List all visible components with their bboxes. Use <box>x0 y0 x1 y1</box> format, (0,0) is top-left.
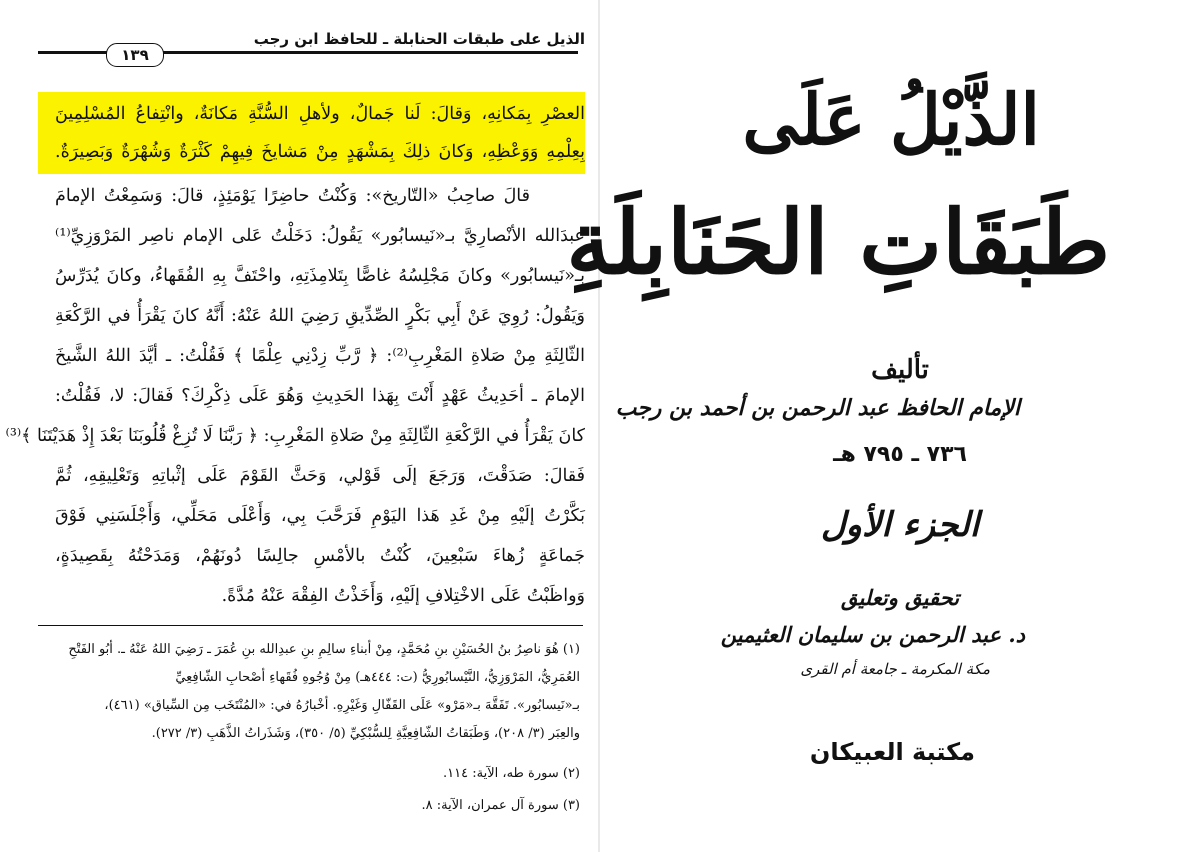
author-dates: ٧٣٦ ـ ٧٩٥ هـ <box>833 442 967 467</box>
body-line: الإمامَ ـ أحَدِيثُ عَهْدٍ أَنْتَ بِهَذا الحَدِيثِ وَهُوَ عَلَى ذِكْرِكَ؟ فَقالَ: لا، فَقُلْتُ: <box>55 386 585 406</box>
author-name: الإمام الحافظ عبد الرحمن بن أحمد بن رجب <box>615 395 1020 421</box>
body-line: عبدَالله الأنْصارِيَّ بـ«نَيسابُور» يَقُولُ: دَخَلْتُ عَلى الإمام ناصِر المَرْوَزِيِّ⁽¹⁾ <box>55 226 585 246</box>
editor-affiliation: مكة المكرمة ـ جامعة أم القرى <box>800 660 990 678</box>
authorship-label: تأليف <box>871 355 929 385</box>
body-line: بِعِلْمِهِ وَوَعْظِهِ، وَكانَ ذلِكَ بِمَشْهَدٍ مِنْ مَشايخَ فِيهِمْ كَثْرَةٌ وَشُهْرَةٌ وَبَصِيرَةٌ. <box>55 142 585 162</box>
body-line: وَيَقُولُ: رُوِيَ عَنْ أَبِي بَكْرٍ الصِّدِّيقِ رَضِيَ اللهُ عَنْهُ: أَنَّهُ كانَ يَقْرَأُ في الرَّكْعَةِ <box>55 306 585 326</box>
body-line: كانَ يَقْرَأُ في الرَّكْعَةِ الثّالِثَةِ مِنْ صَلاةِ المَغْرِبِ: ﴿ رَبَّنَا لَا تُزِغْ قُلُوبَنَا بَعْدَ إِذْ هَدَيْتَنَا ﴾⁽³⁾ <box>5 426 585 446</box>
body-line: بـ«نَيسابُور» وكانَ مَجْلِسُهُ غاصًّا بِتَلامِذَتِهِ، واحْتَفَّ بِهِ الفُقَهاءُ، وكانَ يُدَرِّسُ <box>55 266 585 286</box>
volume-label: الجزء الأول <box>820 505 980 545</box>
footnote-line: (٢) سورة طه، الآية: ١١٤. <box>443 766 580 781</box>
footnote-line: (١) هُوَ ناصِرُ بنُ الحُسَيْنِ بنِ مُحَمَّدٍ، مِنْ أبناءِ سالِمِ بنِ عبدِالله بنِ عُمَرَ ـ رَضِيَ اللهُ عَنْهُ ـ. أبُو الفَتْحِ <box>68 642 580 657</box>
running-header-title: الذيل على طبقات الحنابلة ـ للحافظ ابن رجب <box>253 30 585 48</box>
footnote-line: والعِبَر (٣/ ٢٠٨)، وَطَبَقاتُ الشّافِعِيَّةِ لِلسُّبْكِيِّ (٥/ ٣٥٠)، وَشَذَراتُ الذَّهَبِ (٣/ ٢٧٢). <box>151 726 580 741</box>
editor-name: د. عبد الرحمن بن سليمان العثيمين <box>720 622 1025 647</box>
body-line: العصْرِ بِمَكانِهِ، وَقالَ: لَنا جَمالٌ، ولأهلِ السُّنَّةِ مَكانَةٌ، وانْتِفاعُ المُسْلِمِينَ <box>55 104 585 124</box>
body-line: الثّالِثَةِ مِنْ صَلاةِ المَغْرِبِ⁽²⁾: ﴿ رَّبِّ زِدْنِي عِلْمًا ﴾ فَقُلْتُ: ـ أيَّدَ اللهُ الشَّيخَ <box>55 346 586 366</box>
footnote-line: بـ«نَيسابُور». تَفَقَّهَ بـ«مَرْو» عَلَى القَفّالِ وَغَيْرِهِ. أخْبارُهُ في: «المُنْتَخَب مِن السِّياق» (٤٦١)، <box>104 698 580 713</box>
cover-title-line-2: طَبَقَاتِ الحَنَابِلَةِ <box>566 190 1110 294</box>
footnote-line: العُمَرِيُّ، المَرْوَزِيُّ، النَّيْسابُورِيُّ (ت: ٤٤٤هـ) مِنْ وُجُوهِ فُقَهاءِ أصْحابِ الشّافِعِيِّ <box>175 670 580 685</box>
footnote-rule <box>38 625 583 626</box>
cover-title-line-1: الذَّيْلُ عَلَى <box>742 78 1040 161</box>
body-line: بَكَّرْتُ إلَيْهِ مِنْ غَدِ هَذا اليَوْمِ فَرَحَّبَ بِي، وَأَعْلَى مَحَلِّي، وَأَجْلَسَنِي فَوْقَ <box>55 506 585 526</box>
page-number: ١٣٩ <box>106 43 164 67</box>
body-line: قالَ صاحِبُ «التّاريخ»: وَكُنْتُ حاضِرًا يَوْمَئِذٍ، قالَ: وَسَمِعْتُ الإمامَ <box>55 186 530 206</box>
cover-page <box>566 0 1200 852</box>
edited-label: تحقيق وتعليق <box>840 585 960 610</box>
body-line: فَقالَ: صَدَقْتَ، وَرَجَعَ إلَى قَوْلي، وَحَثَّ القَوْمَ عَلَى إثْباتِهِ وَتَعْلِيقِهِ، ثُمَّ <box>55 466 585 486</box>
body-line: وَواظَبْتُ عَلَى الاخْتِلافِ إلَيْهِ، وَأَخَذْتُ الفِقْهَ عَنْهُ مُدَّةً. <box>221 586 585 606</box>
footnote-line: (٣) سورة آل عمران، الآية: ٨. <box>421 798 580 813</box>
body-line: جَماعَةٍ زُهاءَ سَبْعِينَ، كُنْتُ بالأمْسِ جالِسًا دُونَهُمْ، وَمَدَحْتُهُ بِقَصِيدَةٍ، <box>55 546 585 566</box>
publisher-logo: مكتبة العبيكان <box>809 738 975 766</box>
